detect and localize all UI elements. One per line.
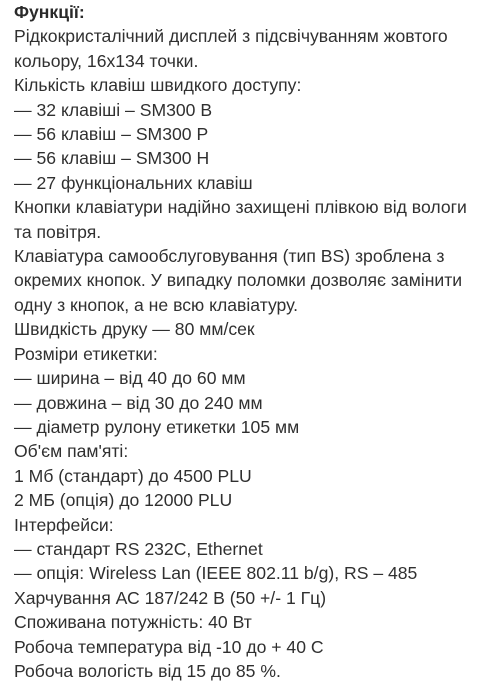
feature-line: — 56 клавіш – SM300 P <box>14 124 209 145</box>
feature-line: 1 Мб (стандарт) до 4500 PLU <box>14 465 252 486</box>
feature-line: — 56 клавіш – SM300 H <box>14 148 210 169</box>
feature-line: кольору, 16х134 точки. <box>14 50 199 71</box>
feature-line: Кількість клавіш швидкого доступу: <box>14 75 302 96</box>
feature-line: 2 МБ (опція) до 12000 PLU <box>14 490 233 511</box>
feature-line: — 27 функціональних клавіш <box>14 172 253 193</box>
feature-line: Робоча вологість від 15 до 85 %. <box>14 660 281 681</box>
feature-line: окремих кнопок. У випадку поломки дозволяє замінити <box>14 270 463 291</box>
feature-line: — стандарт RS 232C, Ethernet <box>14 538 263 559</box>
feature-line: — ширина – від 40 до 60 мм <box>14 368 246 389</box>
feature-line: Інтерфейси: <box>14 514 114 535</box>
feature-line: Клавіатура самообслуговування (тип BS) зроблена з <box>14 246 445 267</box>
feature-line: — опція: Wireless Lan (IEEE 802.11 b/g), RS – 485 <box>14 563 418 584</box>
feature-line: — 32 клавіші – SM300 B <box>14 99 213 120</box>
feature-line: Рідкокристалічний дисплей з підсвічуванням жовтого <box>14 26 448 47</box>
feature-line: Об'єм пам'яті: <box>14 441 129 462</box>
feature-line: — діаметр рулону етикетки 105 мм <box>14 416 300 437</box>
feature-line: Харчування АС 187/242 В (50 +/- 1 Гц) <box>14 587 327 608</box>
feature-line: Розміри етикетки: <box>14 343 158 364</box>
feature-line: Споживана потужність: 40 Вт <box>14 612 252 633</box>
feature-line: та повітря. <box>14 221 102 242</box>
feature-line: Швидкість друку — 80 мм/сек <box>14 319 255 340</box>
feature-line: Кнопки клавіатури надійно захищені плівкою від вологи <box>14 197 467 218</box>
features-document <box>14 0 476 683</box>
feature-line: одну з кнопок, а не всю клавіатуру. <box>14 294 299 315</box>
feature-line: Робоча температура від -10 до + 40 С <box>14 636 324 657</box>
features-heading: Функції: <box>14 2 85 22</box>
feature-line: — довжина – від 30 до 240 мм <box>14 392 263 413</box>
